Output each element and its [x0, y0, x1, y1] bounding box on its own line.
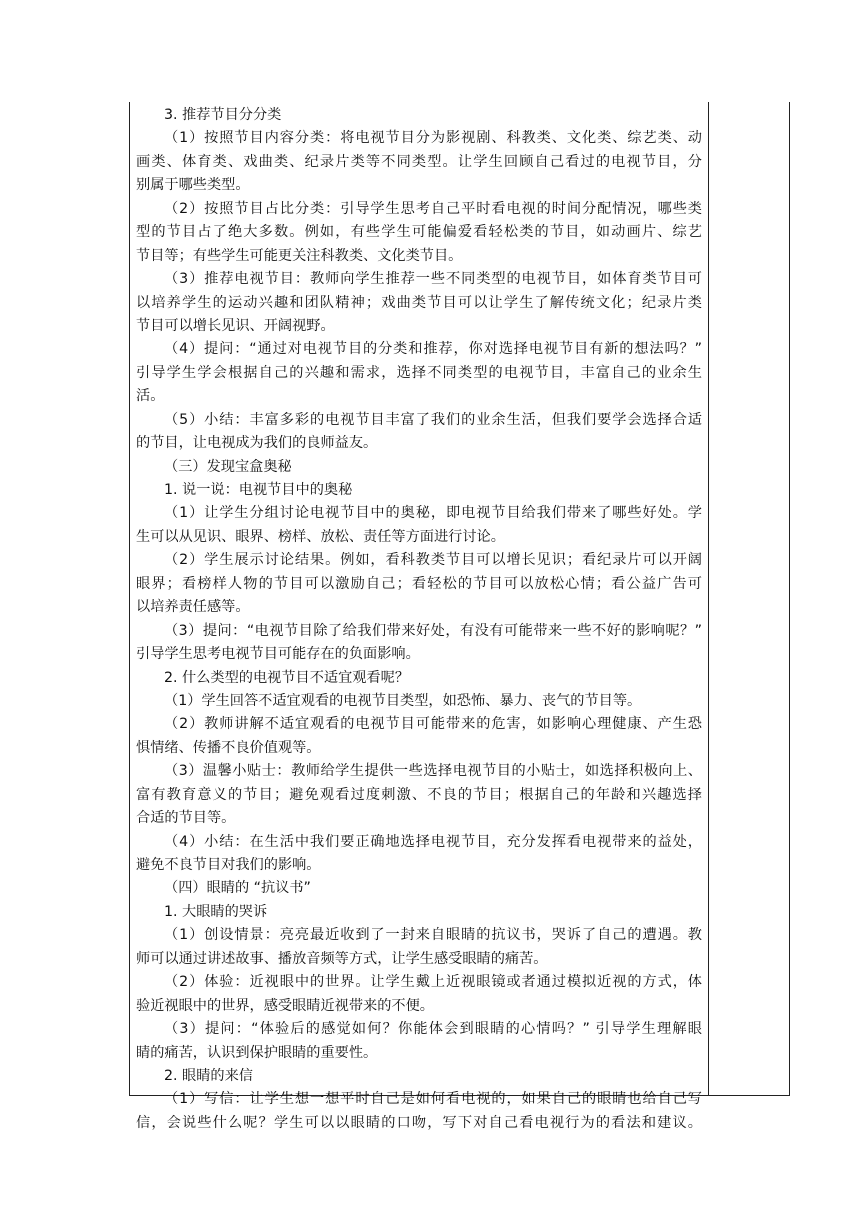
- text-line: （2）学生展示讨论结果。例如，看科教类节目可以增长见识；看纪录片可以开阔: [164, 552, 702, 569]
- table-column-divider: [708, 102, 709, 1096]
- text-line: （2）体验：近视眼中的世界。让学生戴上近视眼镜或者通过模拟近视的方式，体: [164, 974, 702, 991]
- text-line: 3. 推荐节目分分类: [164, 107, 282, 123]
- text-line: （4）小结：在生活中我们要正确地选择电视节目，充分发挥看电视带来的益处，: [164, 833, 702, 850]
- text-line: （2）按照节目占比分类：引导学生思考自己平时看电视的时间分配情况，哪些类: [164, 200, 702, 217]
- text-line: 睛的痛苦，认识到保护眼睛的重要性。: [136, 1044, 378, 1061]
- text-line: 1. 大眼睛的哭诉: [164, 903, 268, 920]
- text-line: 眼界；看榜样人物的节目可以激励自己；看轻松的节目可以放松心情；看公益广告可: [136, 575, 702, 592]
- text-line: （四）眼睛的 “抗议书”: [164, 880, 311, 897]
- text-line: （1）创设情景：亮亮最近收到了一封来自眼睛的抗议书，哭诉了自己的遭遇。教: [164, 927, 702, 944]
- text-line: 2. 眼睛的来信: [164, 1067, 253, 1084]
- text-line: 生可以从见识、眼界、榜样、放松、责任等方面进行讨论。: [136, 528, 505, 545]
- text-line: 验近视眼中的世界，感受眼睛近视带来的不便。: [136, 997, 434, 1014]
- text-line: 的节目，让电视成为我们的良师益友。: [136, 435, 378, 452]
- text-line: 节目可以增长见识、开阔视野。: [136, 317, 335, 334]
- text-line: 惧情绪、传播不良价值观等。: [136, 739, 321, 756]
- text-line: （1）学生回答不适宜观看的电视节目类型，如恐怖、暴力、丧气的节目等。: [164, 692, 642, 709]
- text-line: 型的节目占了绝大多数。例如，有些学生可能偏爱看轻松类的节目，如动画片、综艺: [136, 224, 702, 241]
- text-line: 活。: [136, 388, 165, 405]
- text-line: （3）提问：“电视节目除了给我们带来好处，有没有可能带来一些不好的影响呢？”: [164, 622, 702, 639]
- text-line: 信，会说些什么呢？学生可以以眼睛的口吻，写下对自己看电视行为的看法和建议。: [136, 1114, 702, 1131]
- text-line: （三）发现宝盒奥秘: [164, 458, 292, 475]
- text-line: （1）按照节目内容分类：将电视节目分为影视剧、科教类、文化类、综艺类、动: [164, 130, 702, 147]
- text-line: （3）推荐电视节目：教师向学生推荐一些不同类型的电视节目，如体育类节目可: [164, 271, 702, 288]
- text-line: （4）提问：“通过对电视节目的分类和推荐，你对选择电视节目有新的想法吗？”: [164, 341, 702, 358]
- text-line: 1. 说一说：电视节目中的奥秘: [164, 482, 353, 498]
- text-line: （2）教师讲解不适宜观看的电视节目可能带来的危害，如影响心理健康、产生恐: [164, 716, 702, 733]
- text-line: 以培养责任感等。: [136, 599, 250, 616]
- text-line: 节目等；有些学生可能更关注科教类、文化类节目。: [136, 247, 463, 264]
- text-line: 画类、体育类、戏曲类、纪录片类等不同类型。让学生回顾自己看过的电视节目，分: [136, 153, 702, 170]
- text-line: （1）写信：让学生想一想平时自己是如何看电视的，如果自己的眼睛也给自己写: [164, 1091, 702, 1108]
- text-line: 师可以通过讲述故事、播放音频等方式，让学生感受眼睛的痛苦。: [136, 950, 548, 967]
- text-line: 引导学生学会根据自己的兴趣和需求，选择不同类型的电视节目，丰富自己的业余生: [136, 364, 702, 381]
- text-line: （3）温馨小贴士：教师给学生提供一些选择电视节目的小贴士，如选择积极向上、: [164, 763, 702, 780]
- text-line: 2. 什么类型的电视节目不适宜观看呢？: [164, 669, 410, 686]
- text-line: 引导学生思考电视节目可能存在的负面影响。: [136, 646, 420, 663]
- text-line: 合适的节目等。: [136, 810, 236, 827]
- text-line: （5）小结：丰富多彩的电视节目丰富了我们的业余生活，但我们要学会选择合适: [164, 411, 702, 428]
- text-line: 别属于哪些类型。: [136, 177, 250, 194]
- text-line: （1）让学生分组讨论电视节目中的奥秘，即电视节目给我们带来了哪些好处。学: [164, 505, 702, 522]
- lesson-content-cell: [136, 104, 702, 1135]
- text-line: 以培养学生的运动兴趣和团队精神；戏曲类节目可以让学生了解传统文化；纪录片类: [136, 294, 702, 311]
- text-line: 富有教育意义的节目；避免观看过度刺激、不良的节目；根据自己的年龄和兴趣选择: [136, 786, 702, 803]
- text-line: 避免不良节目对我们的影响。: [136, 857, 321, 873]
- text-line: （3）提问：“体验后的感觉如何？你能体会到眼睛的心情吗？” 引导学生理解眼: [164, 1021, 702, 1038]
